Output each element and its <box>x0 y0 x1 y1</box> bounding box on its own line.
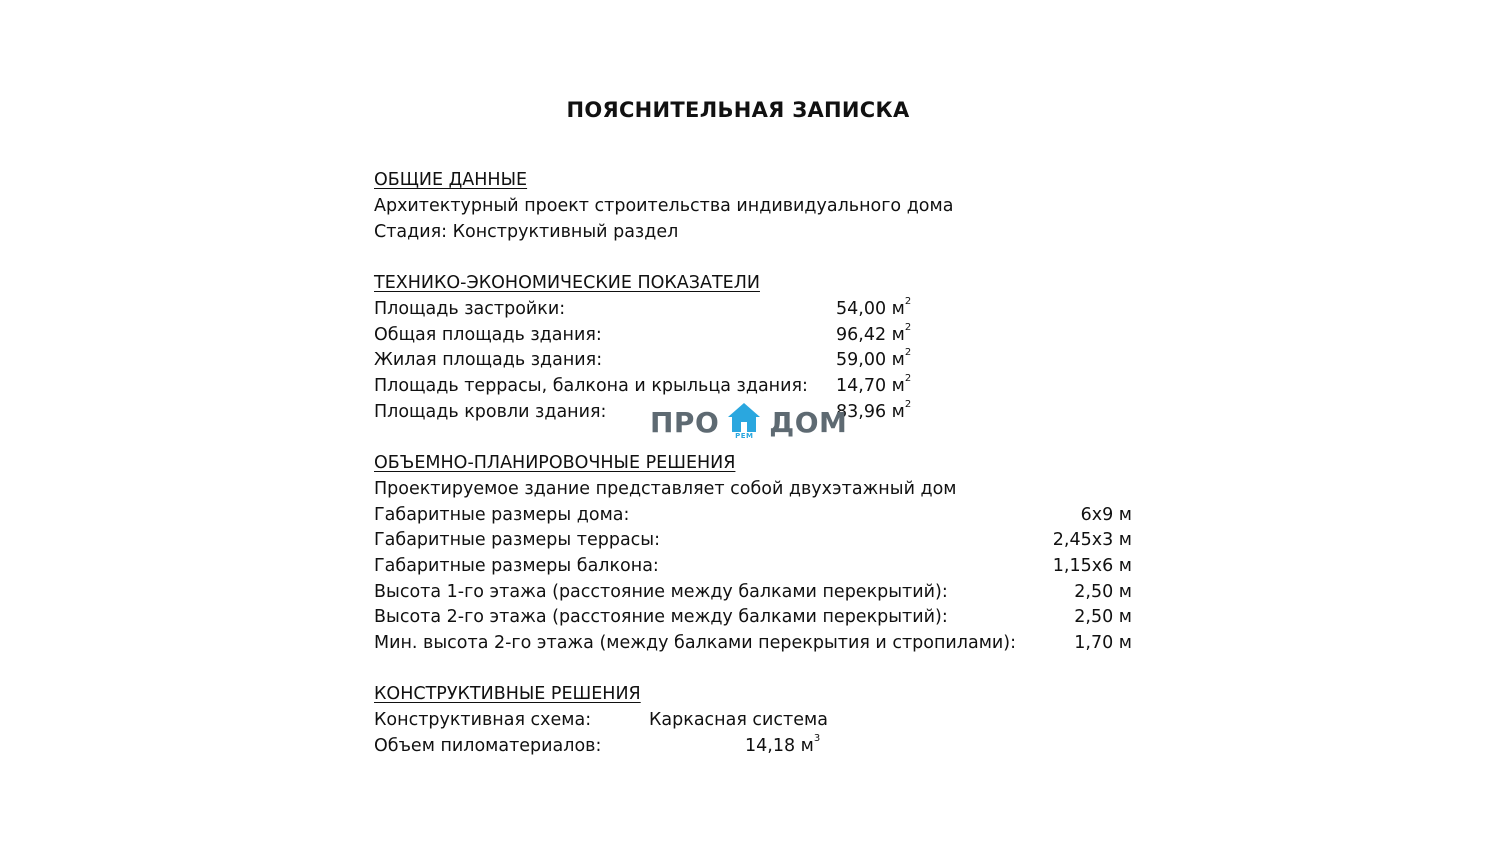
section-heading-structure: КОНСТРУКТИВНЫЕ РЕШЕНИЯ <box>374 684 641 704</box>
indicator-label: Площадь террасы, балкона и крыльца здания: <box>374 376 808 396</box>
layout-value: 6х9 м <box>1080 505 1132 525</box>
structure-value: Каркасная система <box>649 710 828 730</box>
layout-intro: Проектируемое здание представляет собой двухэтажный дом <box>374 479 957 499</box>
house-icon <box>727 402 761 442</box>
indicator-value: 54,00 $м^2$ <box>836 296 912 319</box>
structure-label: Объем пиломатериалов: <box>374 736 602 756</box>
layout-label: Габаритные размеры террасы: <box>374 530 661 550</box>
structure-value: 14,18 $м^3$ <box>745 733 821 756</box>
indicator-value: 83,96 $м^2$ <box>836 399 912 422</box>
section-heading-layout: ОБЪЕМНО-ПЛАНИРОВОЧНЫЕ РЕШЕНИЯ <box>374 453 736 473</box>
layout-value: 1,15х6 м <box>1052 556 1132 576</box>
indicator-label: Жилая площадь здания: <box>374 350 603 370</box>
general-line: Архитектурный проект строительства индивидуального дома <box>374 196 954 216</box>
layout-label: Габаритные размеры балкона: <box>374 556 659 576</box>
indicator-value: 59,00 $м^2$ <box>836 347 912 370</box>
logo-text-right: ДОМ <box>769 405 848 439</box>
section-heading-indicators: ТЕХНИКО-ЭКОНОМИЧЕСКИЕ ПОКАЗАТЕЛИ <box>374 273 760 293</box>
general-line: Стадия: Конструктивный раздел <box>374 222 679 242</box>
logo-subtext: РЕМ <box>735 432 754 440</box>
layout-value: 2,50 м <box>1074 607 1132 627</box>
layout-value: 2,45х3 м <box>1052 530 1132 550</box>
indicator-label: Площадь застройки: <box>374 299 566 319</box>
layout-label: Высота 1-го этажа (расстояние между балками перекрытий): <box>374 582 948 602</box>
layout-value: 2,50 м <box>1074 582 1132 602</box>
layout-label: Габаритные размеры дома: <box>374 505 630 525</box>
layout-label: Высота 2-го этажа (расстояние между балками перекрытий): <box>374 607 948 627</box>
layout-value: 1,70 м <box>1074 633 1132 653</box>
indicator-value: 96,42 $м^2$ <box>836 322 912 345</box>
indicator-label: Площадь кровли здания: <box>374 402 607 422</box>
indicator-value: 14,70 $м^2$ <box>836 373 912 396</box>
page-title: ПОЯСНИТЕЛЬНАЯ ЗАПИСКА <box>566 98 910 122</box>
section-heading-general: ОБЩИЕ ДАННЫЕ <box>374 170 528 190</box>
watermark-logo <box>650 400 847 444</box>
structure-label: Конструктивная схема: <box>374 710 592 730</box>
logo-text-left: ПРО <box>650 405 720 439</box>
indicator-label: Общая площадь здания: <box>374 325 602 345</box>
layout-label: Мин. высота 2-го этажа (между балками перекрытия и стропилами): <box>374 633 1017 653</box>
